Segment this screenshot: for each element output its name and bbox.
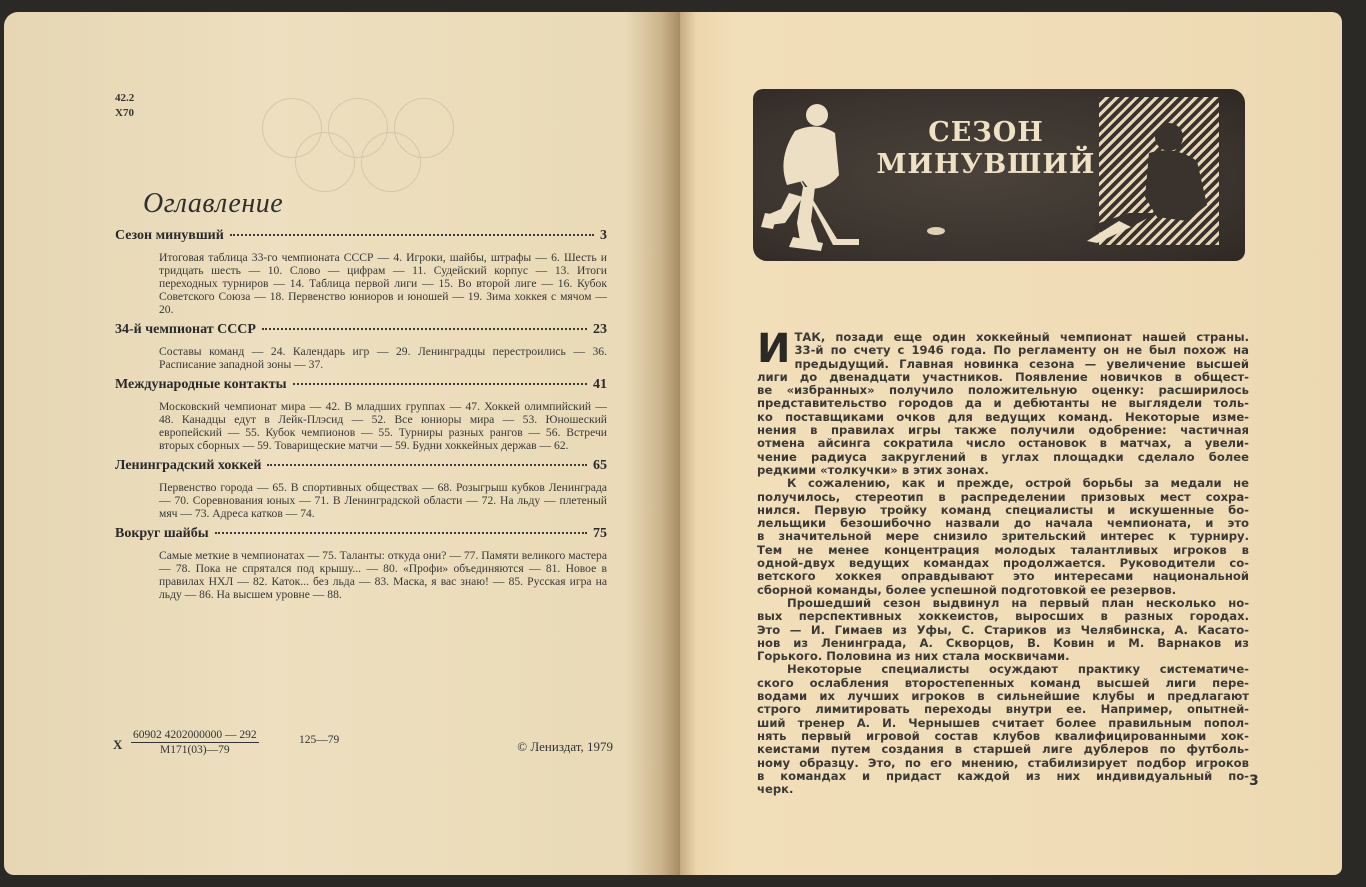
toc-section-title: 34-й чемпионат СССР <box>115 322 256 337</box>
article-line: 33-й по счету с 1946 года. По регламенту он не был похож на <box>794 343 1249 358</box>
leader-dots <box>262 328 587 330</box>
banner-title-line-2: МИНУВШИЙ <box>876 149 1096 180</box>
toc-title: Оглавление <box>143 188 284 219</box>
banner-title-line-1: СЕЗОН <box>928 117 1044 148</box>
article-line: ко поставщиками очков для ведущих команд. Некоторые изме- <box>757 409 1249 424</box>
toc-section <box>115 377 607 452</box>
article-line: ского ослабления второстепенных команд высшей лиги пере- <box>757 675 1249 690</box>
article-line: Тем не менее концентрация молодых талантливых игроков в <box>757 542 1249 557</box>
imprint <box>113 729 613 759</box>
article-line: кеистами путем создания в старшей лиге дублеров по футболь- <box>757 742 1249 757</box>
article-line: представительство городов да и дебютанты не выглядели толь- <box>757 396 1249 411</box>
library-classification <box>115 91 134 121</box>
article-line: Горького. Половина из них стала москвичами. <box>757 649 1070 664</box>
toc-section-heading[interactable] <box>115 377 607 395</box>
article-line: ветского хоккея оправдывают это интересами национальной <box>757 569 1249 584</box>
leader-dots <box>293 383 587 385</box>
toc-section-title: Ленинградский хоккей <box>115 458 262 473</box>
toc-page-number: 65 <box>593 458 607 473</box>
toc-entries: Первенство города — 65. В спортивных обществах — 68. Розыгрыш кубков Ленинграда — 70. Соревнования юных — 71. В Ленинградской области — 72. На льду — плетеный мяч — 73. Адреса катков — 74. <box>159 481 607 520</box>
article-line: Некоторые специалисты осуждают практику систематиче- <box>787 662 1249 677</box>
toc-entries: Самые меткие в чемпионатах — 75. Таланты: откуда они? — 77. Памяти великого мастера — 78. Пока не спрятался под крышу... — 80. «Профи» объединяются — 81. Новое в правилах НХЛ — 82. Каток... без льда — 83. Маска, я вас знаю! — 85. Русская игра на льду — 86. На высшем уровне — 88. <box>159 549 607 601</box>
article-line: ТАК, позади еще один хоккейный чемпионат нашей страны. <box>794 330 1249 344</box>
article-line: К сожалению, как и прежде, острой борьбы за медали не <box>787 476 1249 491</box>
toc-section-title: Сезон минувший <box>115 228 224 243</box>
leader-dots <box>230 234 594 236</box>
olympic-rings-icon <box>262 98 462 198</box>
imprint-suffix: 125—79 <box>299 734 340 746</box>
article-line: лиги до двенадцати участников. Появление новичков в общест- <box>757 369 1249 384</box>
page-number: 3 <box>1249 773 1259 789</box>
author-mark: X70 <box>115 107 134 119</box>
article-line: ший тренер А. И. Чернышев считает более правильным попол- <box>757 715 1249 730</box>
article-line: одной-двух ведущих командах продолжается. Руководители со- <box>757 556 1249 571</box>
article-line: нился. Первую тройку команд специалисты и искушенные бо- <box>757 502 1249 517</box>
article-line: нения в правилах игры также получили одобрение: частичная <box>757 423 1249 438</box>
article-line: Прошедший сезон выдвинул на первый план несколько но- <box>787 595 1249 610</box>
copyright: © Лениздат, 1979 <box>517 739 613 754</box>
article-line: отмена айсинга сократила число остановок в матчах, а увели- <box>757 436 1249 451</box>
toc-section <box>115 228 607 316</box>
toc-section <box>115 322 607 371</box>
article-line: черк. <box>757 782 794 797</box>
leader-dots <box>215 532 587 534</box>
toc-section-heading[interactable] <box>115 458 607 476</box>
toc-page-number: 41 <box>593 377 607 392</box>
imprint-prefix: Х <box>113 737 123 752</box>
article-line: получилось, стереотип в распределении призовых мест сохра- <box>757 489 1249 504</box>
toc-section-heading[interactable] <box>115 526 607 544</box>
article-line: строго лимитировать переходы внутри ее. Например, опытней- <box>757 702 1249 717</box>
article-line: нов из Ленинграда, А. Скворцов, В. Ковин и М. Варнаков из <box>757 635 1249 650</box>
puck-icon <box>927 227 945 235</box>
article-line: ному образцу. Это, по его мнению, стабилизирует подбор игроков <box>757 755 1249 770</box>
article-line: ве «избранных» получило положительную оценку: расширилось <box>757 383 1249 398</box>
toc-section-heading[interactable] <box>115 228 607 246</box>
imprint-fraction <box>131 729 259 756</box>
article-line: чение радиуса закруглений в углах площадки сделало более <box>757 449 1249 464</box>
article-line: водами их лучших игроков в сильнейшие клубы и предлагают <box>757 689 1249 704</box>
toc-page-number: 75 <box>593 526 607 541</box>
toc-page-number: 23 <box>593 322 607 337</box>
toc-entries: Итоговая таблица 33-го чемпионата СССР — 4. Игроки, шайбы, штрафы — 6. Шесть и тридцать шесть — 10. Слово — цифрам — 11. Судейский корпус — 13. Итоги переходных турниров — 14. Таблица первой лиги — 15. Во второй лиге — 16. Кубок Советского Союза — 18. Первенство юниоров и юношей — 19. Зима хоккея с мячом — 20. <box>159 251 607 316</box>
toc-section <box>115 526 607 601</box>
article-body <box>757 326 1249 797</box>
hockey-player-icon <box>759 97 869 257</box>
leader-dots <box>267 464 587 466</box>
article-line: лельщики безошибочно назвали до начала чемпионата, и это <box>757 516 1249 531</box>
imprint-denominator: М171(03)—79 <box>159 744 230 756</box>
article-line: вых перспективных хоккеистов, выросших в разных городах. <box>757 609 1249 624</box>
article-line: в значительной мере снизило зрительский интерес к турниру. <box>757 529 1249 544</box>
toc-entries: Московский чемпионат мира — 42. В младших группах — 47. Хоккей олимпийский — 48. Канадцы едут в Лейк-Плэсид — 52. Все юниоры мира — 53. Юношеский европейский — 55. Кубок чемпионов — 55. Турниры разных рангов — 56. Встречи вторых сборных — 59. Товарищеские матчи — 59. Будни хоккейных держав — 62. <box>159 400 607 452</box>
article-line: сборной команды, более успешной подготовкой ее резервов. <box>757 582 1177 597</box>
toc-entries: Составы команд — 24. Календарь игр — 29. Ленинградцы перестроились — 36. Расписание западной зоны — 37. <box>159 345 607 371</box>
toc-section-title: Международные контакты <box>115 377 287 392</box>
article-line: предыдущий. Главная новинка сезона — увеличение высшей <box>794 356 1249 371</box>
hockey-player-striped-icon <box>1057 109 1237 249</box>
drop-cap: И <box>757 326 791 372</box>
toc-section <box>115 458 607 520</box>
article-line: в командах и придаст каждой из них индивидуальный по- <box>757 768 1249 783</box>
table-of-contents <box>115 228 607 607</box>
imprint-numerator: 60902 4202000000 — 292 <box>133 729 257 741</box>
chapter-banner <box>753 89 1245 261</box>
toc-section-heading[interactable] <box>115 322 607 340</box>
article-line: редкими «толкучки» в этих зонах. <box>757 462 989 477</box>
toc-page-number: 3 <box>600 228 607 243</box>
toc-section-title: Вокруг шайбы <box>115 526 209 541</box>
article-line: нять первый игровой состав клубов квалифицированными хок- <box>757 728 1249 743</box>
article-line: Это — И. Гимаев из Уфы, С. Стариков из Челябинска, А. Касато- <box>757 622 1249 637</box>
classification-code: 42.2 <box>115 92 135 104</box>
